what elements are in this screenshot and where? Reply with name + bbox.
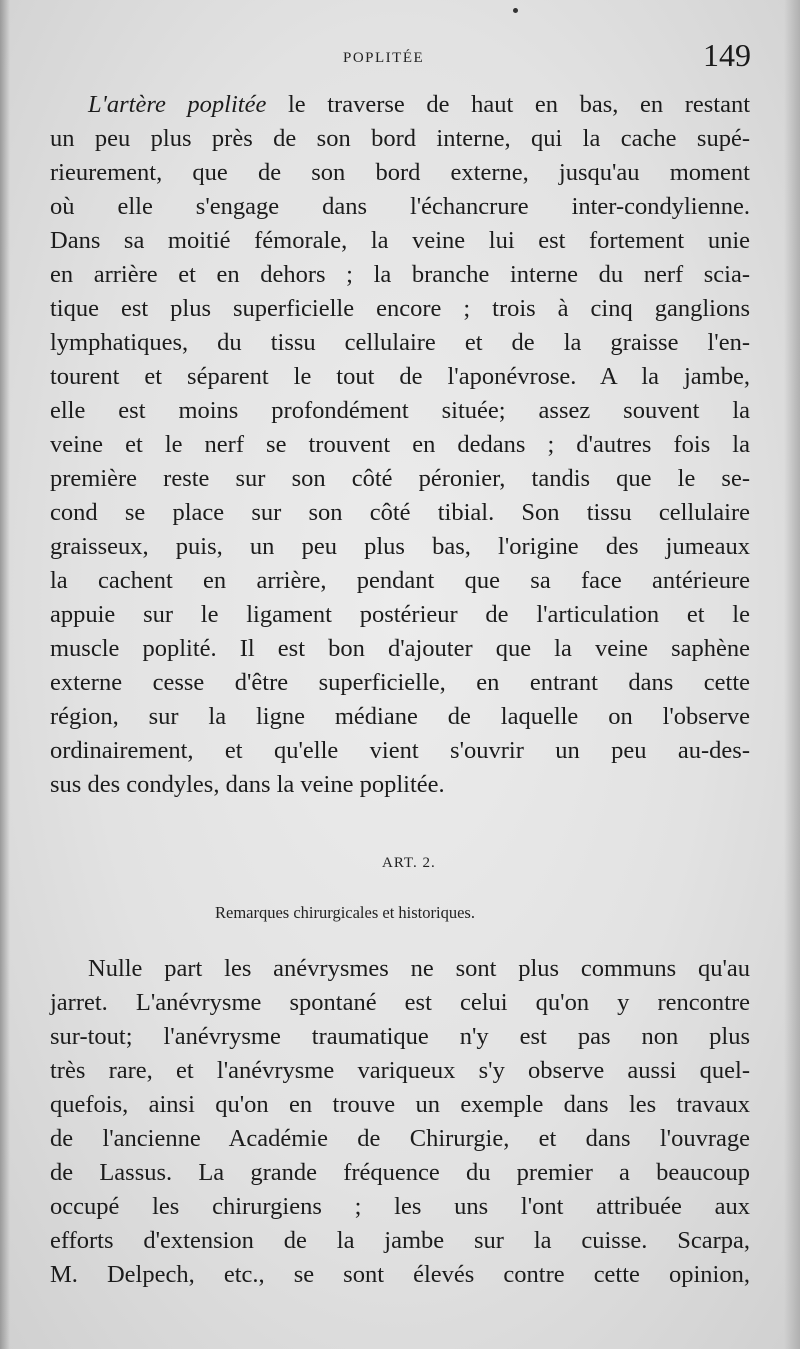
text-line: région, sur la ligne médiane de laquelle on l'observe	[50, 703, 750, 730]
italic-term: L'artère poplitée	[88, 91, 267, 118]
paragraph-remarks	[50, 952, 750, 1292]
text-line: très rare, et l'anévrysme variqueux s'y observe aussi quel-	[50, 1057, 750, 1084]
page-number: 149	[703, 37, 751, 73]
text-line: externe cesse d'être superficielle, en entrant dans cette	[50, 669, 750, 696]
text-line: elle est moins profondément située; assez souvent la	[50, 397, 750, 424]
article-heading: ART. 2.	[382, 855, 436, 871]
text-line: sus des condyles, dans la veine poplitée.	[50, 771, 445, 798]
text-line: graisseux, puis, un peu plus bas, l'origine des jumeaux	[50, 533, 750, 560]
text-line: M. Delpech, etc., se sont élevés contre cette opinion,	[50, 1261, 750, 1288]
text-line: première reste sur son côté péronier, tandis que le se-	[50, 465, 750, 492]
text-line: en arrière et en dehors ; la branche interne du nerf scia-	[50, 261, 750, 288]
text-line: cond se place sur son côté tibial. Son tissu cellulaire	[50, 499, 750, 526]
text-line: tourent et séparent le tout de l'aponévrose. A la jambe,	[50, 363, 750, 390]
text-line: de Lassus. La grande fréquence du premier a beaucoup	[50, 1159, 750, 1186]
text-line: appuie sur le ligament postérieur de l'articulation et le	[50, 601, 750, 628]
text-line: L'artère poplitée le traverse de haut en bas, en restant	[88, 91, 751, 118]
text-line: efforts d'extension de la jambe sur la cuisse. Scarpa,	[50, 1227, 750, 1254]
text-line: veine et le nerf se trouvent en dedans ; d'autres fois la	[50, 431, 750, 458]
text-line: rieurement, que de son bord externe, jusqu'au moment	[50, 159, 750, 186]
text-line: jarret. L'anévrysme spontané est celui qu'on y rencontre	[50, 989, 750, 1016]
text-line: sur-tout; l'anévrysme traumatique n'y est pas non plus	[50, 1023, 750, 1050]
text-line: la cachent en arrière, pendant que sa face antérieure	[50, 567, 750, 594]
ink-speck	[513, 8, 518, 13]
text-line: muscle poplité. Il est bon d'ajouter que la veine saphène	[50, 635, 750, 662]
text-line: un peu plus près de son bord interne, qui la cache supé-	[50, 125, 750, 152]
text-line: Nulle part les anévrysmes ne sont plus communs qu'au	[88, 955, 750, 982]
text-line: quefois, ainsi qu'on en trouve un exemple dans les travaux	[50, 1091, 750, 1118]
running-head: POPLITÉE	[343, 50, 425, 66]
text-line: occupé les chirurgiens ; les uns l'ont attribuée aux	[50, 1193, 750, 1220]
paragraph-anatomy	[50, 88, 750, 802]
text-line: de l'ancienne Académie de Chirurgie, et dans l'ouvrage	[50, 1125, 750, 1152]
text-line: ordinairement, et qu'elle vient s'ouvrir un peu au-des-	[50, 737, 750, 764]
section-title: Remarques chirurgicales et historiques.	[215, 903, 475, 922]
text-line: Dans sa moitié fémorale, la veine lui est fortement unie	[50, 227, 750, 254]
text-line: lymphatiques, du tissu cellulaire et de la graisse l'en-	[50, 329, 750, 356]
text-line: où elle s'engage dans l'échancrure inter-condylienne.	[50, 193, 750, 220]
text-line: tique est plus superficielle encore ; trois à cinq ganglions	[50, 295, 750, 322]
